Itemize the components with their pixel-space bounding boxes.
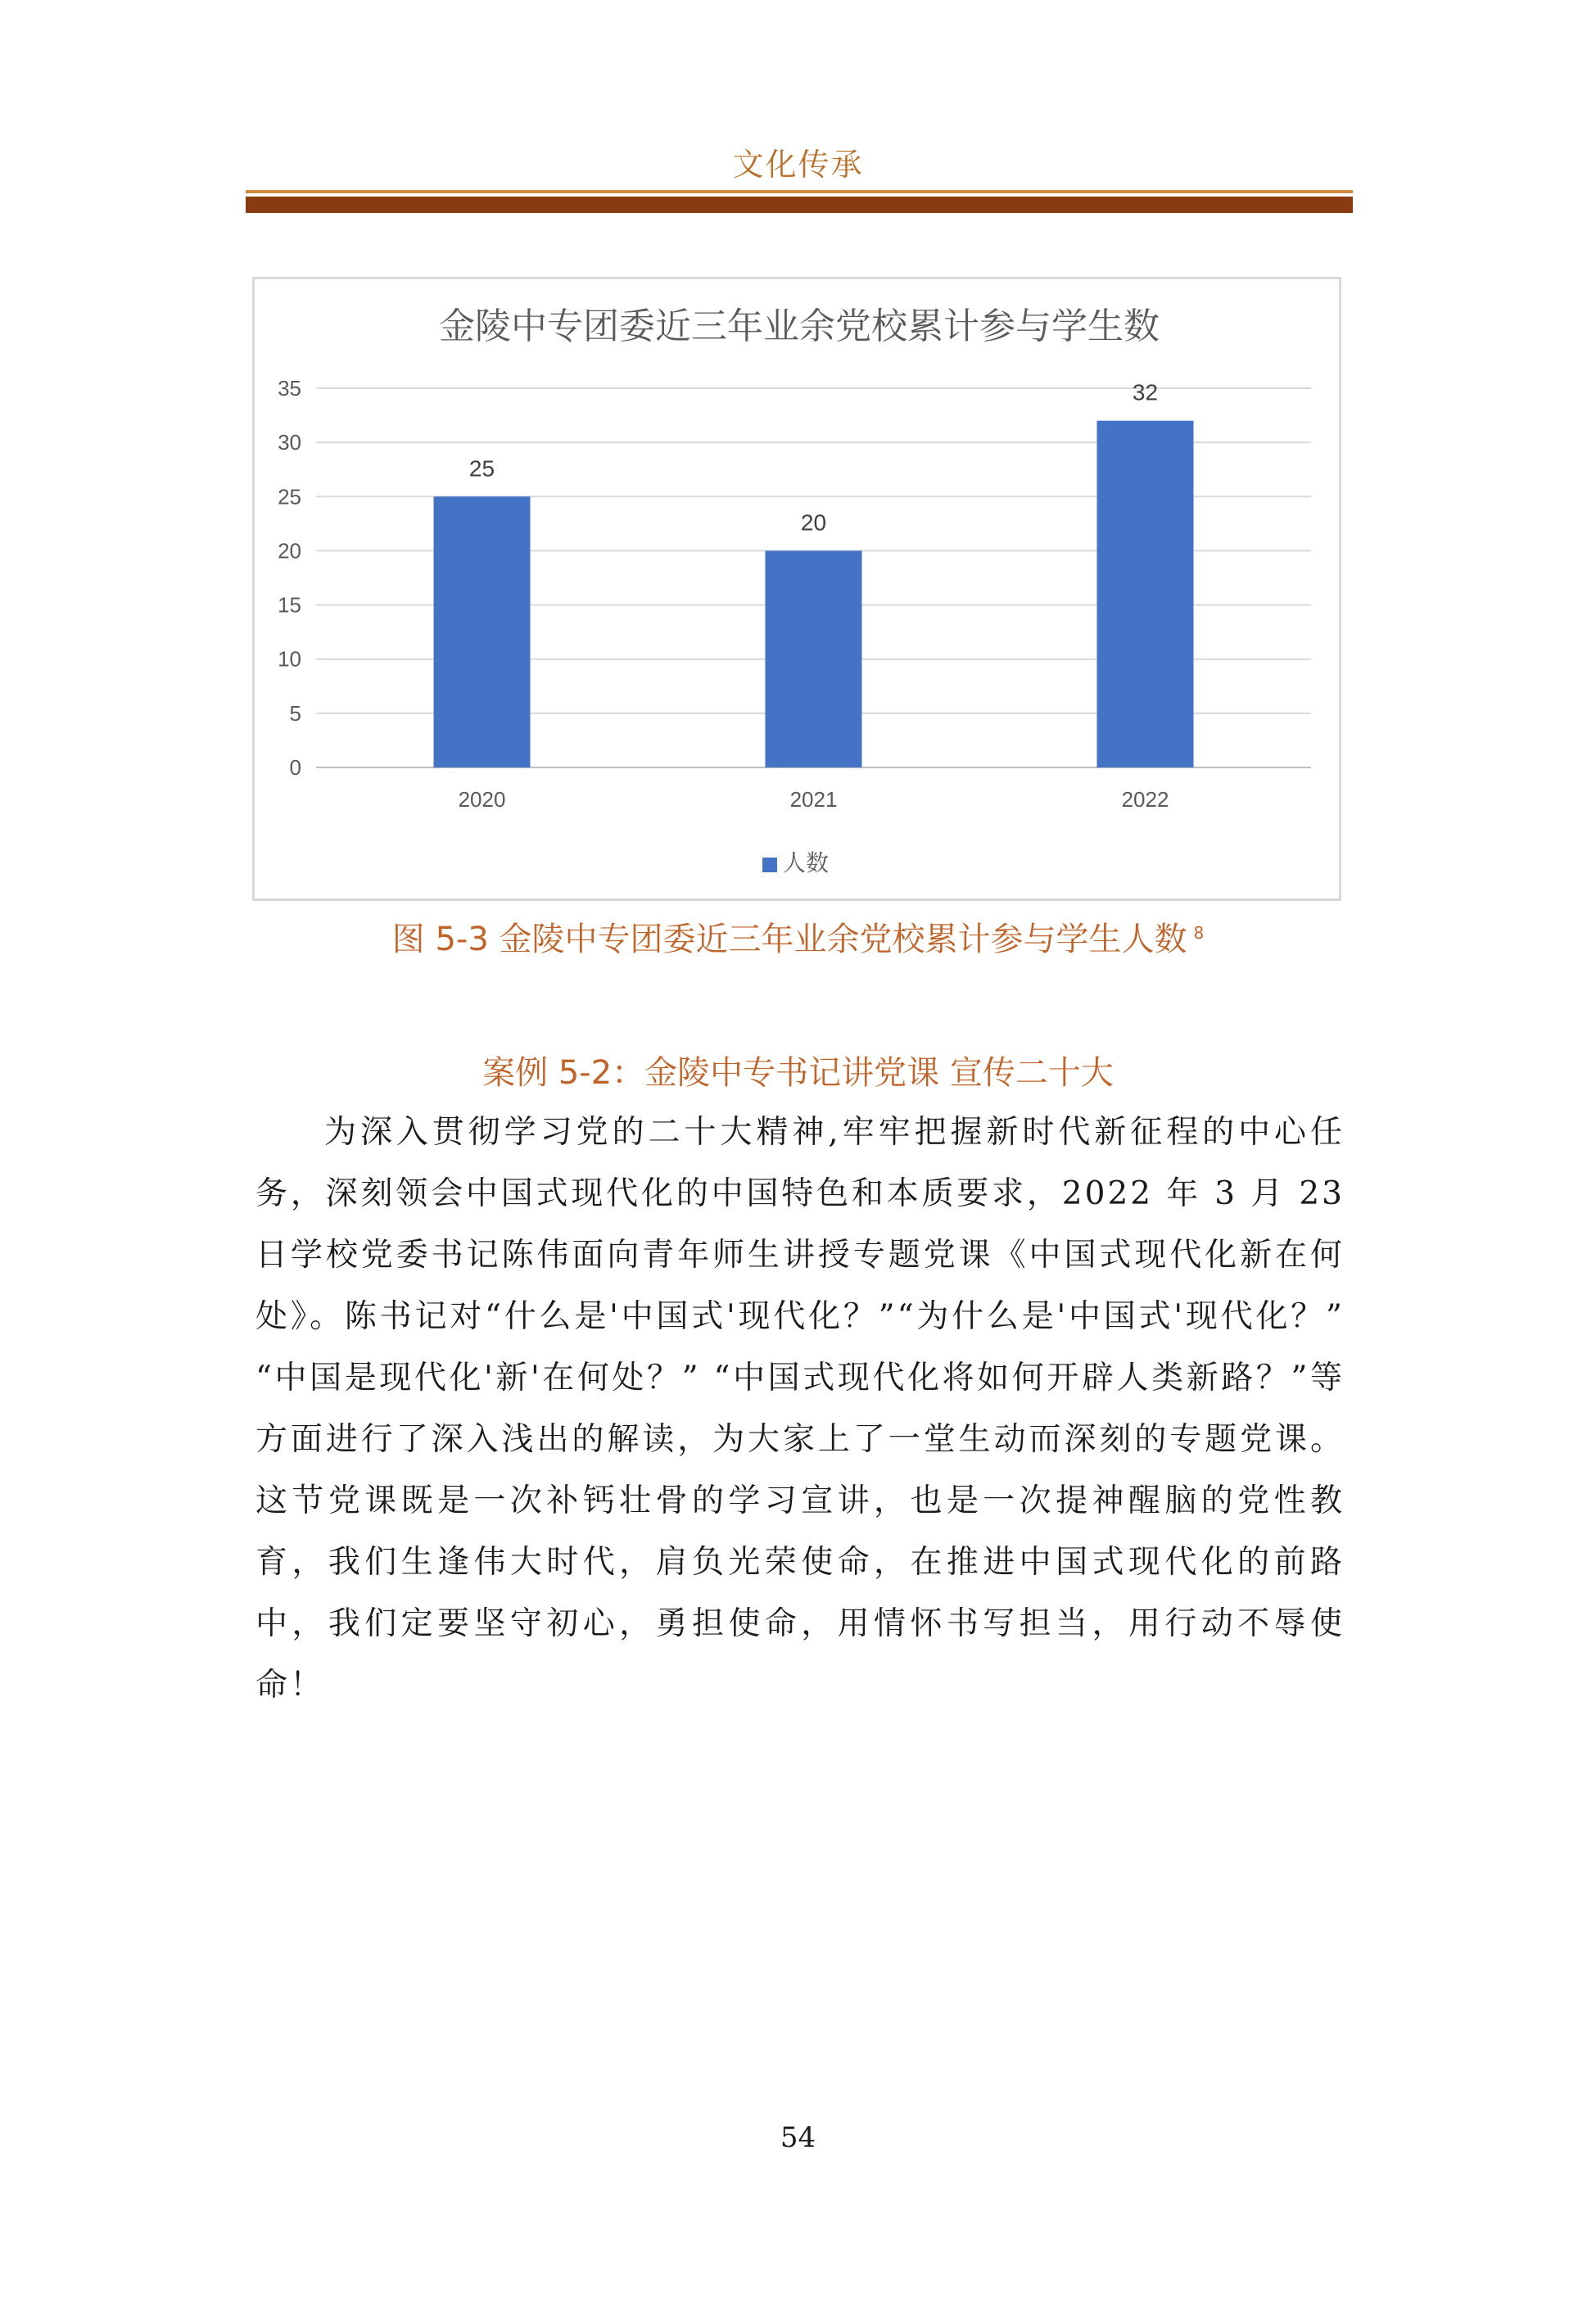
x-tick-label: 2021	[789, 787, 838, 812]
data-label: 20	[800, 509, 827, 536]
x-tick-label: 2022	[1121, 787, 1169, 812]
y-tick-label: 35	[278, 376, 301, 401]
running-header: 文化传承	[732, 147, 864, 183]
case-paragraph: 为深入贯彻学习党的二十大精神,牢牢把握新时代新征程的中心任务，深刻领会中国式现代化的中国特色和本质要求，2022 年 3 月 23 日学校党委书记陈伟面向青年师生讲授专题党课《中国式现代化新在何处》。陈书记对“什么是'中国式'现代化？”“为什么是'中国式'现代化？” “中国是现代化'新'在何处？” “中国式现代化将如何开辟人类新路？”等方面进行了深入浅出的解读，为大家上了一堂生动而深刻的专题党课。这节党课既是一次补钙壮骨的学习宣讲，也是一次提神醒脑的党性教育，我们生逢伟大时代，肩负光荣使命，在推进中国式现代化的前路中，我们定要坚守初心，勇担使命，用情怀书写担当，用行动不辱使命！	[255, 1114, 1345, 1704]
y-tick-label: 0	[289, 755, 301, 780]
data-label: 32	[1132, 379, 1159, 405]
figure-caption	[0, 913, 1596, 960]
y-tick-label: 30	[278, 430, 301, 455]
case-title: 案例 5-2：金陵中专书记讲党课 宣传二十大	[482, 1054, 1114, 1092]
legend-label: 人数	[783, 850, 830, 876]
chart-title: 金陵中专团委近三年业余党校累计参与学生数	[439, 306, 1160, 346]
bar	[1097, 421, 1194, 767]
page-number: 54	[780, 2121, 816, 2154]
y-tick-label: 5	[289, 700, 301, 726]
bar	[766, 550, 862, 767]
x-tick-label: 2020	[458, 787, 506, 812]
y-tick-label: 20	[278, 538, 301, 564]
chart-legend	[762, 850, 829, 876]
y-tick-label: 10	[278, 646, 301, 672]
figure-caption-text: 图 5-3 金陵中专团委近三年业余党校累计参与学生人数	[391, 921, 1187, 958]
header-rule-thin	[246, 190, 1353, 193]
y-tick-label: 15	[278, 592, 301, 618]
chart-frame	[252, 277, 1341, 901]
bar-chart	[255, 279, 1339, 898]
data-label: 25	[468, 455, 495, 482]
y-tick-label: 25	[278, 484, 301, 509]
legend-swatch	[762, 858, 777, 872]
bar	[434, 496, 531, 767]
footnote-marker: 8	[1193, 922, 1205, 943]
header-rule-thick	[246, 197, 1353, 213]
